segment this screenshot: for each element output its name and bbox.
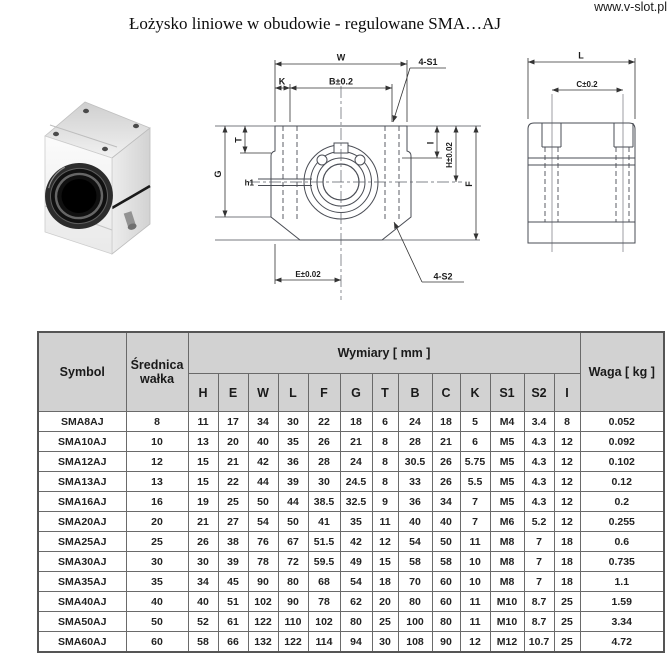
dim-label-c: C±0.2 bbox=[576, 80, 598, 89]
cell-value: 10 bbox=[460, 552, 490, 572]
cell-value: 25 bbox=[126, 532, 188, 552]
col-header-dim-i: I bbox=[554, 374, 580, 412]
cell-value: 8 bbox=[372, 432, 398, 452]
cell-value: 45 bbox=[218, 572, 248, 592]
col-header-dim-h: H bbox=[188, 374, 218, 412]
cell-value: 66 bbox=[218, 632, 248, 653]
cell-value: 72 bbox=[278, 552, 308, 572]
cell-value: 18 bbox=[372, 572, 398, 592]
cell-value: 24 bbox=[340, 452, 372, 472]
cell-value: M5 bbox=[490, 432, 524, 452]
col-header-dim-k: K bbox=[460, 374, 490, 412]
cell-value: 11 bbox=[460, 592, 490, 612]
page-title: Łożysko liniowe w obudowie - regulowane SMA…AJ bbox=[128, 14, 502, 33]
table-row bbox=[38, 552, 664, 572]
cell-value: 102 bbox=[308, 612, 340, 632]
cell-value: 10.7 bbox=[524, 632, 554, 653]
dim-label-s1: 4-S1 bbox=[418, 57, 438, 67]
col-header-dim-b: B bbox=[398, 374, 432, 412]
cell-weight: 0.6 bbox=[580, 532, 664, 552]
dim-label-w: W bbox=[336, 52, 346, 63]
cell-value: 7 bbox=[460, 492, 490, 512]
cell-value: 78 bbox=[248, 552, 278, 572]
col-header-weight: Waga [ kg ] bbox=[580, 332, 664, 412]
cell-value: 12 bbox=[554, 432, 580, 452]
col-header-symbol: Symbol bbox=[38, 332, 126, 412]
cell-value: 13 bbox=[126, 472, 188, 492]
watermark-url: www.v-slot.pl bbox=[594, 0, 667, 14]
cell-value: 25 bbox=[554, 632, 580, 653]
cell-value: 21 bbox=[432, 432, 460, 452]
dimensions-table bbox=[37, 331, 665, 653]
cell-value: 6 bbox=[460, 432, 490, 452]
cell-value: 12 bbox=[554, 452, 580, 472]
cell-value: M4 bbox=[490, 412, 524, 432]
cell-value: 8 bbox=[554, 412, 580, 432]
cell-value: 90 bbox=[278, 592, 308, 612]
cell-value: 44 bbox=[278, 492, 308, 512]
cell-value: 80 bbox=[340, 612, 372, 632]
cell-value: 17 bbox=[218, 412, 248, 432]
cell-value: 5.2 bbox=[524, 512, 554, 532]
cell-value: 38 bbox=[218, 532, 248, 552]
col-header-dim-s2: S2 bbox=[524, 374, 554, 412]
cell-value: 7 bbox=[524, 552, 554, 572]
cell-symbol: SMA12AJ bbox=[38, 452, 126, 472]
cell-symbol: SMA25AJ bbox=[38, 532, 126, 552]
cell-value: 59.5 bbox=[308, 552, 340, 572]
cell-value: 26 bbox=[188, 532, 218, 552]
cell-value: 67 bbox=[278, 532, 308, 552]
cell-value: 42 bbox=[340, 532, 372, 552]
cell-value: 62 bbox=[340, 592, 372, 612]
cell-value: 54 bbox=[248, 512, 278, 532]
dim-label-k: K bbox=[278, 76, 286, 87]
cell-value: 8.7 bbox=[524, 592, 554, 612]
cell-value: 15 bbox=[372, 552, 398, 572]
cell-value: 114 bbox=[308, 632, 340, 653]
cell-symbol: SMA40AJ bbox=[38, 592, 126, 612]
cell-value: 28 bbox=[308, 452, 340, 472]
cell-value: 4.3 bbox=[524, 492, 554, 512]
cell-value: 51.5 bbox=[308, 532, 340, 552]
cell-value: 30 bbox=[308, 472, 340, 492]
cell-weight: 1.1 bbox=[580, 572, 664, 592]
cell-value: 19 bbox=[188, 492, 218, 512]
cell-value: 30.5 bbox=[398, 452, 432, 472]
cell-value: 36 bbox=[398, 492, 432, 512]
dim-label-g: G bbox=[213, 170, 223, 178]
cell-symbol: SMA60AJ bbox=[38, 632, 126, 653]
cell-value: 80 bbox=[432, 612, 460, 632]
cell-value: 8.7 bbox=[524, 612, 554, 632]
cell-weight: 0.052 bbox=[580, 412, 664, 432]
cell-value: 38.5 bbox=[308, 492, 340, 512]
cell-value: 60 bbox=[126, 632, 188, 653]
cell-weight: 3.34 bbox=[580, 612, 664, 632]
cell-value: 18 bbox=[554, 532, 580, 552]
cell-value: 11 bbox=[372, 512, 398, 532]
col-header-dim-e: E bbox=[218, 374, 248, 412]
cell-value: 41 bbox=[308, 512, 340, 532]
col-header-dim-s1: S1 bbox=[490, 374, 524, 412]
cell-symbol: SMA30AJ bbox=[38, 552, 126, 572]
dim-label-t: T bbox=[233, 137, 244, 143]
cell-value: 26 bbox=[308, 432, 340, 452]
cell-value: 5.75 bbox=[460, 452, 490, 472]
cell-value: 30 bbox=[372, 632, 398, 653]
cell-value: 33 bbox=[398, 472, 432, 492]
cell-value: M5 bbox=[490, 492, 524, 512]
cell-value: 10 bbox=[126, 432, 188, 452]
cell-value: M8 bbox=[490, 532, 524, 552]
cell-value: 11 bbox=[188, 412, 218, 432]
cell-value: 26 bbox=[432, 452, 460, 472]
cell-value: 40 bbox=[126, 592, 188, 612]
cell-value: 49 bbox=[340, 552, 372, 572]
table-body bbox=[38, 412, 664, 653]
cell-value: 40 bbox=[432, 512, 460, 532]
cell-weight: 0.12 bbox=[580, 472, 664, 492]
cell-value: 4.3 bbox=[524, 432, 554, 452]
col-header-dim-t: T bbox=[372, 374, 398, 412]
cell-value: 52 bbox=[188, 612, 218, 632]
cell-value: 12 bbox=[372, 532, 398, 552]
cell-value: 8 bbox=[372, 472, 398, 492]
cell-value: 39 bbox=[218, 552, 248, 572]
cell-value: 54 bbox=[340, 572, 372, 592]
cell-value: M5 bbox=[490, 472, 524, 492]
cell-value: 36 bbox=[278, 452, 308, 472]
cell-value: 30 bbox=[188, 552, 218, 572]
cell-value: 42 bbox=[248, 452, 278, 472]
table-row bbox=[38, 432, 664, 452]
cell-value: M10 bbox=[490, 612, 524, 632]
col-header-dim-c: C bbox=[432, 374, 460, 412]
side-view-drawing bbox=[520, 48, 670, 293]
cell-weight: 0.102 bbox=[580, 452, 664, 472]
cell-value: 5.5 bbox=[460, 472, 490, 492]
col-header-dim-g: G bbox=[340, 374, 372, 412]
cell-value: 21 bbox=[188, 512, 218, 532]
dim-label-f: F bbox=[464, 181, 474, 187]
cell-value: M8 bbox=[490, 572, 524, 592]
cell-value: 58 bbox=[398, 552, 432, 572]
cell-value: 18 bbox=[432, 412, 460, 432]
col-header-dimensions-group: Wymiary [ mm ] bbox=[188, 332, 580, 374]
cell-value: 21 bbox=[340, 432, 372, 452]
cell-value: 50 bbox=[126, 612, 188, 632]
cell-symbol: SMA50AJ bbox=[38, 612, 126, 632]
cell-weight: 0.255 bbox=[580, 512, 664, 532]
cell-symbol: SMA20AJ bbox=[38, 512, 126, 532]
cell-value: 8 bbox=[126, 412, 188, 432]
cell-value: 70 bbox=[398, 572, 432, 592]
cell-value: 30 bbox=[278, 412, 308, 432]
col-header-dim-w: W bbox=[248, 374, 278, 412]
dim-label-e: E±0.02 bbox=[295, 270, 321, 279]
table-row bbox=[38, 592, 664, 612]
cell-weight: 0.092 bbox=[580, 432, 664, 452]
cell-value: 18 bbox=[554, 552, 580, 572]
cell-symbol: SMA13AJ bbox=[38, 472, 126, 492]
cell-weight: 0.735 bbox=[580, 552, 664, 572]
cell-value: 60 bbox=[432, 592, 460, 612]
dim-label-b: B±0.2 bbox=[329, 76, 353, 87]
cell-value: 34 bbox=[248, 412, 278, 432]
cell-value: 28 bbox=[398, 432, 432, 452]
cell-value: 34 bbox=[188, 572, 218, 592]
cell-value: M6 bbox=[490, 512, 524, 532]
cell-value: 12 bbox=[554, 512, 580, 532]
cell-value: 76 bbox=[248, 532, 278, 552]
cell-value: 24.5 bbox=[340, 472, 372, 492]
col-header-dim-f: F bbox=[308, 374, 340, 412]
cell-value: 18 bbox=[340, 412, 372, 432]
cell-value: M10 bbox=[490, 592, 524, 612]
cell-value: 12 bbox=[126, 452, 188, 472]
cell-value: 5 bbox=[460, 412, 490, 432]
cell-value: M12 bbox=[490, 632, 524, 653]
cell-value: 20 bbox=[218, 432, 248, 452]
cell-value: 18 bbox=[554, 572, 580, 592]
table-row bbox=[38, 612, 664, 632]
cell-value: 15 bbox=[188, 472, 218, 492]
dim-label-h1: h1 bbox=[244, 178, 254, 188]
dim-label-i: I bbox=[425, 141, 436, 145]
cell-value: 22 bbox=[218, 472, 248, 492]
cell-value: 12 bbox=[554, 492, 580, 512]
cell-value: 58 bbox=[188, 632, 218, 653]
cell-value: 20 bbox=[126, 512, 188, 532]
table-row bbox=[38, 512, 664, 532]
cell-symbol: SMA16AJ bbox=[38, 492, 126, 512]
cell-value: 11 bbox=[460, 532, 490, 552]
cell-value: 80 bbox=[398, 592, 432, 612]
cell-value: 90 bbox=[432, 632, 460, 653]
bearing-block-photo bbox=[39, 102, 150, 254]
cell-value: 32.5 bbox=[340, 492, 372, 512]
cell-value: 35 bbox=[278, 432, 308, 452]
col-header-diameter: Średnica wałka bbox=[126, 332, 188, 412]
cell-symbol: SMA35AJ bbox=[38, 572, 126, 592]
cell-value: 78 bbox=[308, 592, 340, 612]
cell-value: 35 bbox=[126, 572, 188, 592]
cell-value: M5 bbox=[490, 452, 524, 472]
cell-value: 110 bbox=[278, 612, 308, 632]
cell-value: 16 bbox=[126, 492, 188, 512]
cell-value: 50 bbox=[248, 492, 278, 512]
cell-weight: 1.59 bbox=[580, 592, 664, 612]
col-header-dim-l: L bbox=[278, 374, 308, 412]
cell-value: 40 bbox=[248, 432, 278, 452]
cell-value: 11 bbox=[460, 612, 490, 632]
cell-value: 40 bbox=[188, 592, 218, 612]
cell-value: 8 bbox=[372, 452, 398, 472]
cell-value: 90 bbox=[248, 572, 278, 592]
cell-value: 35 bbox=[340, 512, 372, 532]
cell-value: 6 bbox=[372, 412, 398, 432]
cell-value: 4.3 bbox=[524, 472, 554, 492]
cell-value: 34 bbox=[432, 492, 460, 512]
cell-value: 24 bbox=[398, 412, 432, 432]
cell-value: 10 bbox=[460, 572, 490, 592]
cell-value: 108 bbox=[398, 632, 432, 653]
cell-value: 25 bbox=[554, 612, 580, 632]
cell-symbol: SMA10AJ bbox=[38, 432, 126, 452]
cell-value: 4.3 bbox=[524, 452, 554, 472]
table-row bbox=[38, 532, 664, 552]
cell-value: 54 bbox=[398, 532, 432, 552]
cell-value: 25 bbox=[218, 492, 248, 512]
cell-value: 80 bbox=[278, 572, 308, 592]
cell-value: 44 bbox=[248, 472, 278, 492]
dim-label-l: L bbox=[578, 50, 584, 61]
cell-value: 15 bbox=[188, 452, 218, 472]
cell-value: 40 bbox=[398, 512, 432, 532]
cell-value: 26 bbox=[432, 472, 460, 492]
cell-value: 22 bbox=[308, 412, 340, 432]
cell-value: 3.4 bbox=[524, 412, 554, 432]
table-row bbox=[38, 572, 664, 592]
table-row bbox=[38, 452, 664, 472]
cell-value: 122 bbox=[278, 632, 308, 653]
cell-value: 25 bbox=[372, 612, 398, 632]
cell-value: 50 bbox=[432, 532, 460, 552]
product-photo bbox=[26, 96, 191, 266]
cell-value: 100 bbox=[398, 612, 432, 632]
cell-value: 21 bbox=[218, 452, 248, 472]
cell-value: 25 bbox=[554, 592, 580, 612]
cell-value: 20 bbox=[372, 592, 398, 612]
cell-value: 68 bbox=[308, 572, 340, 592]
cell-value: 39 bbox=[278, 472, 308, 492]
cell-value: 122 bbox=[248, 612, 278, 632]
table-row bbox=[38, 472, 664, 492]
cell-value: 7 bbox=[524, 532, 554, 552]
cell-value: 13 bbox=[188, 432, 218, 452]
cell-value: 7 bbox=[524, 572, 554, 592]
cell-weight: 4.72 bbox=[580, 632, 664, 653]
table-row bbox=[38, 412, 664, 432]
cell-value: 132 bbox=[248, 632, 278, 653]
cell-value: 51 bbox=[218, 592, 248, 612]
cell-value: 58 bbox=[432, 552, 460, 572]
cell-value: M8 bbox=[490, 552, 524, 572]
cell-value: 12 bbox=[460, 632, 490, 653]
cell-value: 7 bbox=[460, 512, 490, 532]
cell-symbol: SMA8AJ bbox=[38, 412, 126, 432]
table-row bbox=[38, 492, 664, 512]
cell-value: 50 bbox=[278, 512, 308, 532]
cell-value: 12 bbox=[554, 472, 580, 492]
cell-value: 60 bbox=[432, 572, 460, 592]
cell-value: 102 bbox=[248, 592, 278, 612]
front-view-drawing bbox=[200, 48, 485, 338]
table-row bbox=[38, 632, 664, 653]
cell-value: 27 bbox=[218, 512, 248, 532]
dim-label-h: H±0.02 bbox=[445, 142, 454, 168]
cell-value: 30 bbox=[126, 552, 188, 572]
dim-label-s2: 4-S2 bbox=[433, 271, 453, 282]
cell-value: 61 bbox=[218, 612, 248, 632]
cell-weight: 0.2 bbox=[580, 492, 664, 512]
cell-value: 94 bbox=[340, 632, 372, 653]
cell-value: 9 bbox=[372, 492, 398, 512]
